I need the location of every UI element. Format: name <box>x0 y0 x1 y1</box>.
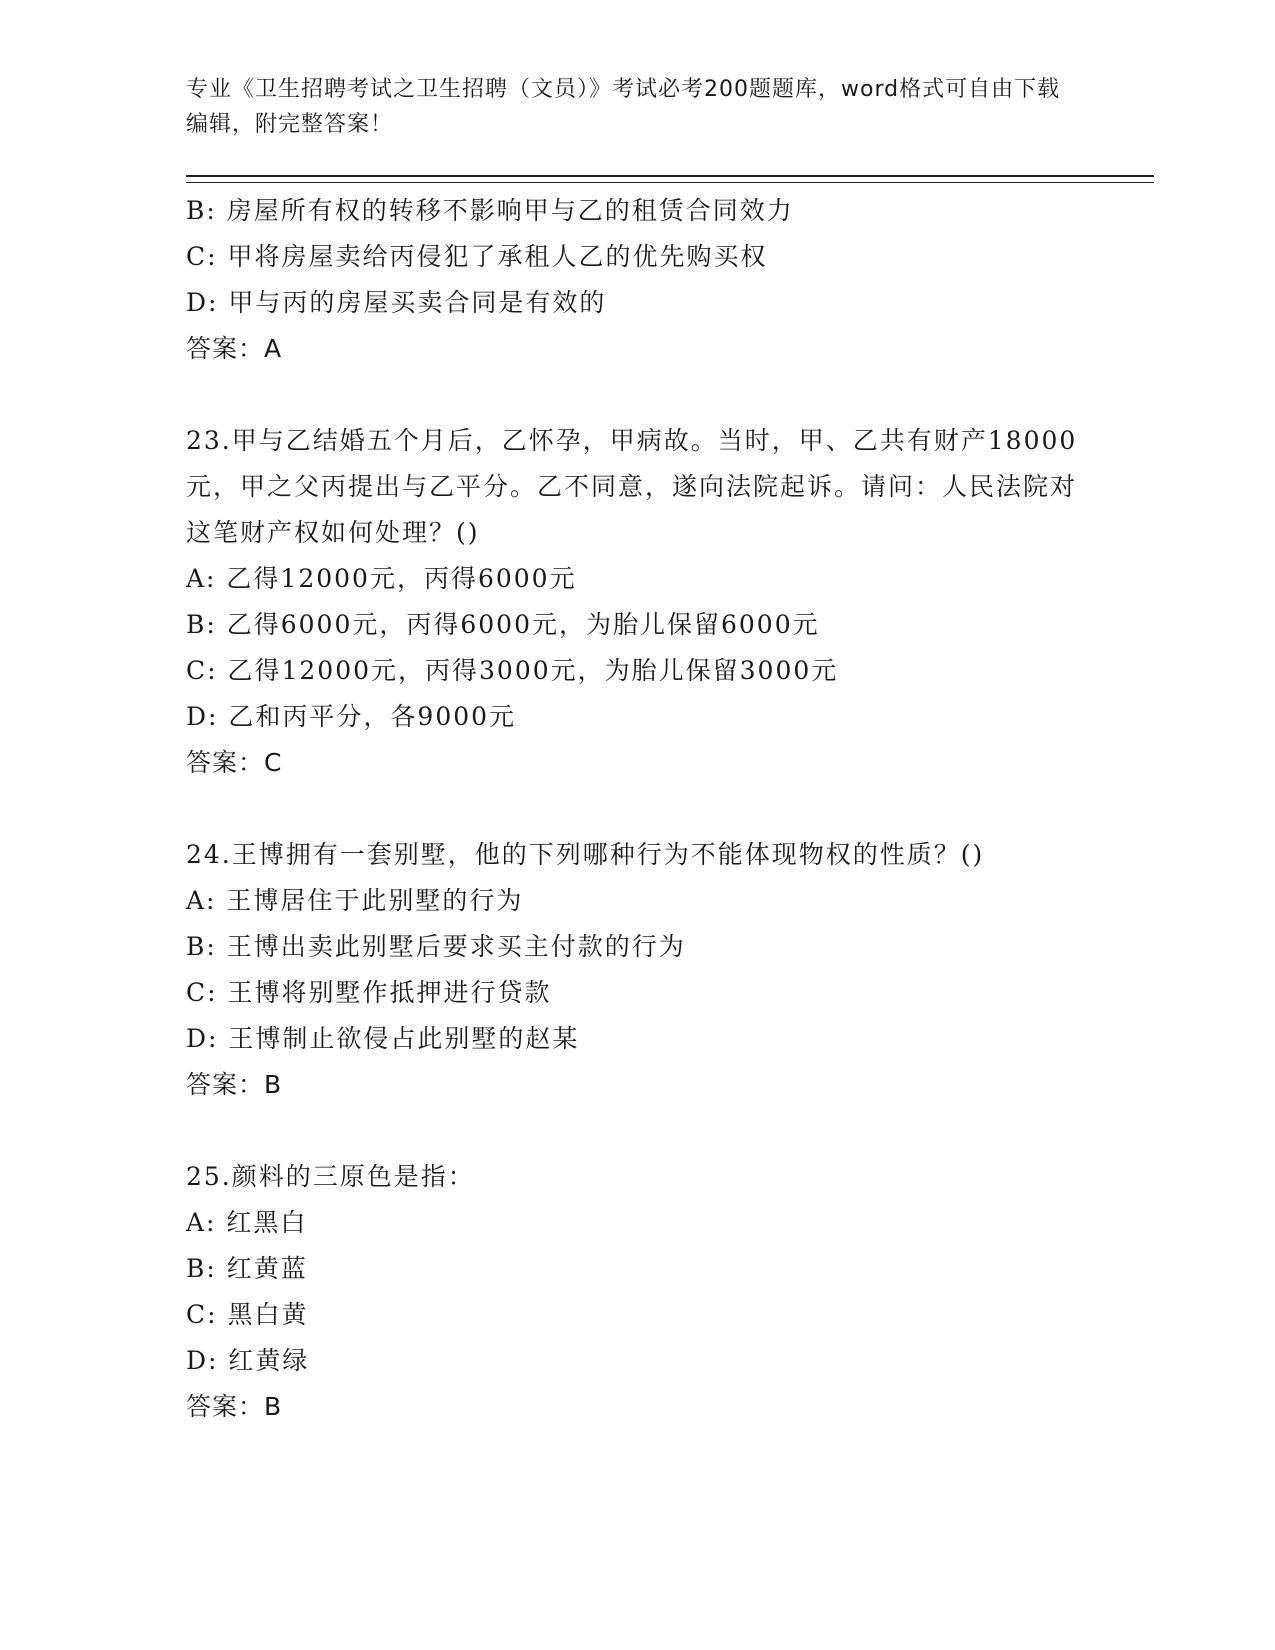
question-24 <box>186 832 1086 1108</box>
option-d: D: 乙和丙平分，各9000元 <box>186 702 517 731</box>
question-25 <box>186 1154 1086 1430</box>
answer-line: 答案：B <box>186 1392 283 1421</box>
question-text: 25.颜料的三原色是指： <box>186 1162 475 1191</box>
document-header: 专业《卫生招聘考试之卫生招聘（文员）》考试必考200题题库，word格式可自由下载编辑，附完整答案！ <box>186 77 1061 137</box>
document-body <box>186 188 1086 1430</box>
option-b: B: 红黄蓝 <box>186 1254 308 1283</box>
option-d: D: 甲与丙的房屋买卖合同是有效的 <box>186 288 607 317</box>
question-text: 24.王博拥有一套别墅，他的下列哪种行为不能体现物权的性质？() <box>186 840 985 869</box>
option-c: C: 甲将房屋卖给丙侵犯了承租人乙的优先购买权 <box>186 242 768 271</box>
answer-line: 答案：A <box>186 334 283 363</box>
option-c: C: 黑白黄 <box>186 1300 309 1329</box>
option-d: D: 王博制止欲侵占此别墅的赵某 <box>186 1024 580 1053</box>
option-d: D: 红黄绿 <box>186 1346 310 1375</box>
question-text: 23.甲与乙结婚五个月后，乙怀孕，甲病故。当时，甲、乙共有财产18000元，甲之父丙提出与乙平分。乙不同意，遂向法院起诉。请问：人民法院对这笔财产权如何处理？() <box>186 426 1078 547</box>
option-b: B: 房屋所有权的转移不影响甲与乙的租赁合同效力 <box>186 196 794 225</box>
option-c: C: 乙得12000元，丙得3000元，为胎儿保留3000元 <box>186 656 839 685</box>
header-divider <box>186 175 1154 183</box>
option-a: A: 王博居住于此别墅的行为 <box>186 886 524 915</box>
question-23 <box>186 418 1086 786</box>
option-a: A: 红黑白 <box>186 1208 308 1237</box>
option-b: B: 乙得6000元，丙得6000元，为胎儿保留6000元 <box>186 610 820 639</box>
partial-question <box>186 188 1086 372</box>
option-a: A: 乙得12000元，丙得6000元 <box>186 564 577 593</box>
option-c: C: 王博将别墅作抵押进行贷款 <box>186 978 552 1007</box>
answer-line: 答案：C <box>186 748 283 777</box>
answer-line: 答案：B <box>186 1070 283 1099</box>
option-b: B: 王博出卖此别墅后要求买主付款的行为 <box>186 932 686 961</box>
